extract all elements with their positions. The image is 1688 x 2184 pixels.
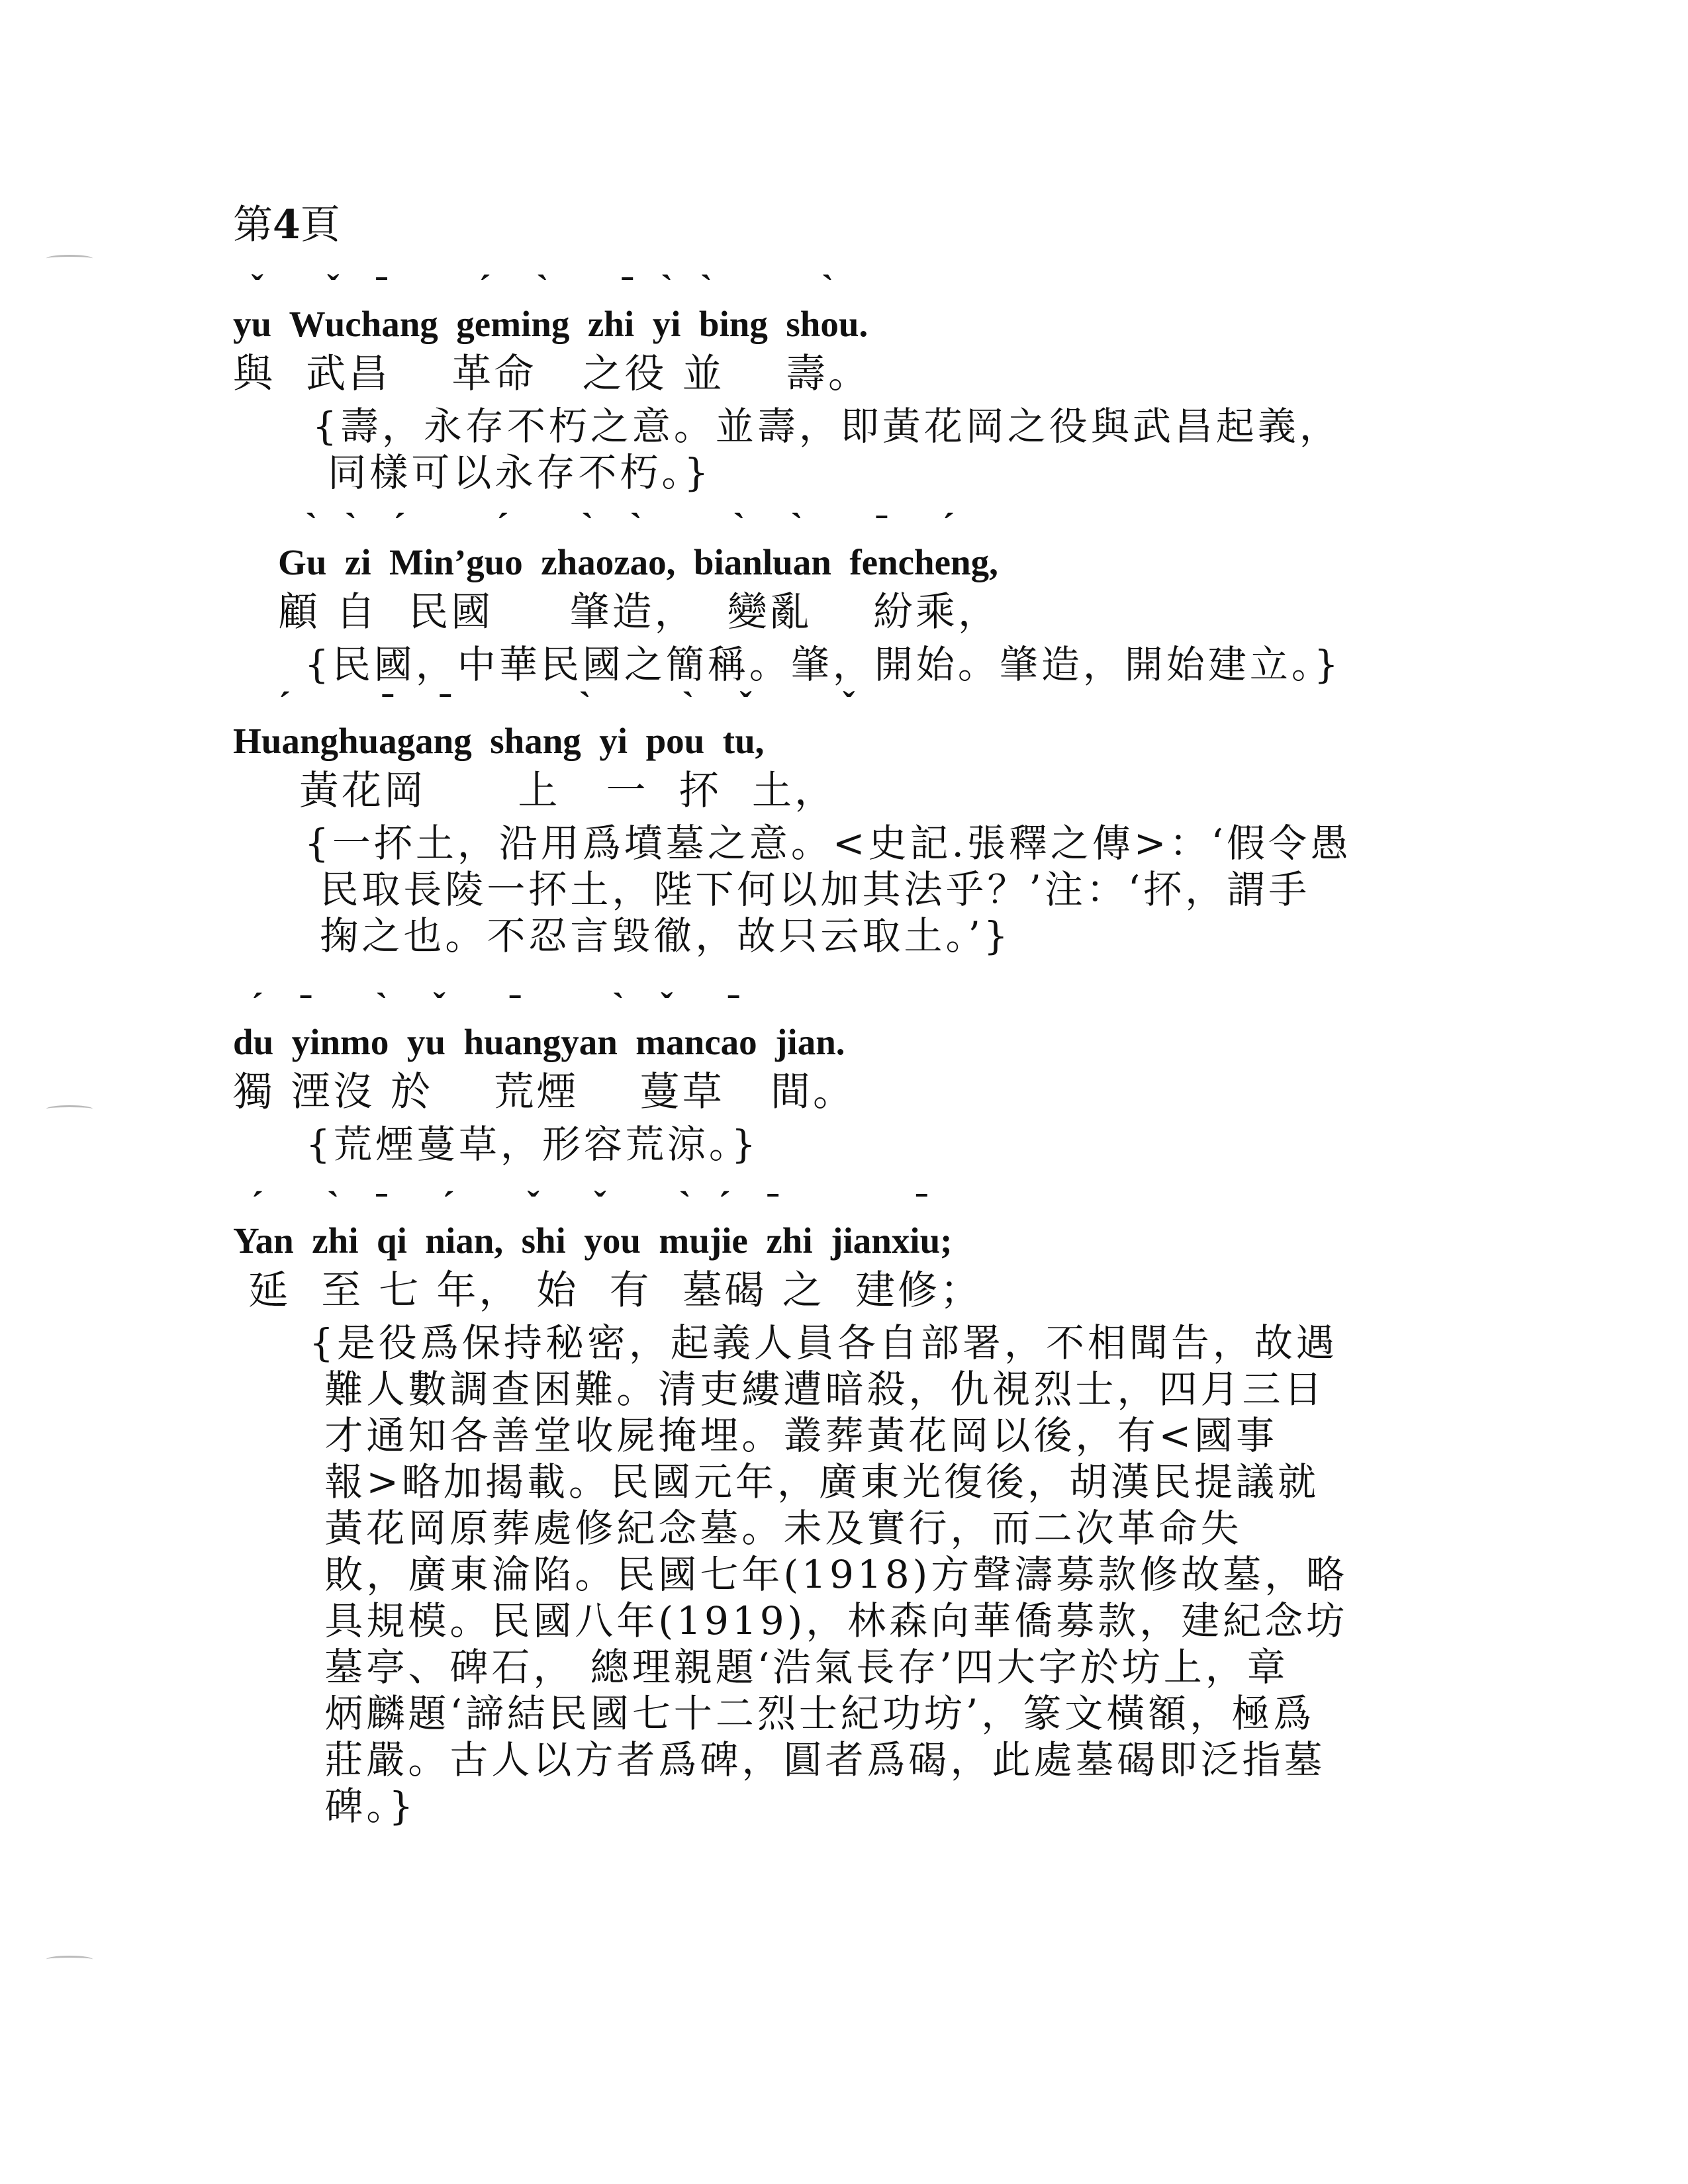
page-title-prefix: 第 (233, 202, 273, 248)
annotation-line: {是役爲保持秘密，起義人員各自部署，不相聞告，故遇 (309, 1320, 1338, 1365)
hanzi-line: 顧 自 民國 肇造， 變亂 紛乘， (278, 589, 1001, 635)
annotation-line: 墓亭、碑石， 總理親題‘浩氣長存’四大字於坊上，章 (309, 1645, 1289, 1690)
pinyin-line: Huanghuagang shang yi pou tu, (233, 721, 765, 761)
annotation-line: 莊嚴。古人以方者爲碑，圓者爲碣，此處墓碣即泛指墓 (309, 1737, 1326, 1782)
annotation (305, 641, 1342, 688)
annotation (305, 820, 1352, 959)
annotation-line: 民取長陵一抔土，陛下何以加其法乎？’注：‘抔，謂手 (305, 867, 1311, 912)
annotation-line: 掬之也。不忍言毀徹，故只云取土。’} (305, 913, 1011, 958)
punch-hole-mark-bottom (46, 1956, 93, 1963)
hanzi-line: 延 至 七 年， 始 有 墓碣 之 建修； (233, 1267, 982, 1314)
annotation-line: 具規模。民國八年(1919)，林森向華僑募款，建紀念坊 (309, 1598, 1348, 1643)
verse-5 (233, 1184, 1348, 1829)
annotation (306, 1121, 855, 1167)
page-number: 4 (273, 202, 301, 248)
annotation-line: {壽，永存不朽之意。並壽，即黃花岡之役與武昌起義， (312, 404, 1341, 449)
verse-4 (233, 985, 855, 1167)
annotation-line: 碑。} (309, 1784, 417, 1829)
pinyin-line: Gu zi Min’guo zhaozao, bianluan fencheng, (278, 542, 998, 582)
tone-marks: ˇ ˇ ˉ ˊ ˋ ˉ ˋ ˋ ˋ (233, 267, 834, 308)
tone-marks: ˊ ˋ ˉ ˊ ˇ ˇ ˋ ˊ ˉ ˉ (233, 1184, 928, 1224)
annotation-line: 報>略加揭載。民國元年，廣東光復後，胡漢民提議就 (309, 1459, 1320, 1504)
tone-marks: ˊ ˉ ˋ ˇ ˉ ˋ ˇ ˉ (233, 985, 740, 1026)
pinyin-line: yu Wuchang geming zhi yi bing shou. (233, 304, 868, 344)
punch-hole-mark-middle (46, 1105, 93, 1113)
annotation-line: 炳麟題‘諦結民國七十二烈士紀功坊’，篆文橫額，極爲 (309, 1691, 1315, 1736)
verse-1 (233, 267, 1341, 496)
verse-2 (278, 506, 1342, 688)
hanzi-line: 與 武昌 革命 之役 並 壽。 (233, 351, 871, 397)
hanzi-line: 黃花岡 上 一 抔 土， (299, 768, 837, 814)
pinyin-line: du yinmo yu huangyan mancao jian. (233, 1022, 845, 1062)
annotation-line: {一抔土，沿用爲墳墓之意。<史記.張釋之傳>：‘假令愚 (305, 821, 1352, 866)
page-title (233, 199, 340, 251)
annotation-line: {荒煙蔓草，形容荒涼。} (306, 1122, 759, 1167)
page-title-suffix: 頁 (300, 202, 340, 248)
annotation-line: 難人數調查困難。清吏縷遭暗殺，仇視烈士，四月三日 (309, 1367, 1326, 1412)
hanzi-line: 獨 湮沒 於 荒煙 蔓草 間。 (233, 1069, 855, 1115)
annotation-line: {民國，中華民國之簡稱。肇，開始。肇造，開始建立。} (305, 642, 1342, 687)
annotation-line: 黃花岡原葬處修紀念墓。未及實行，而二次革命失 (309, 1506, 1243, 1551)
annotation-line: 同樣可以永存不朽。} (312, 450, 712, 495)
punch-hole-mark-top (46, 255, 93, 262)
verse-3 (233, 684, 1352, 959)
annotation (312, 403, 1341, 496)
tone-marks: ˋ ˋ ˊ ˊ ˋ ˋ ˋ ˋ ˉ ˊ (278, 506, 955, 546)
annotation-line: 才通知各善堂收屍掩埋。叢葬黃花岡以後，有<國事 (309, 1413, 1278, 1458)
tone-marks: ˊ ˉ ˉ ˋ ˋ ˇ ˇ (233, 684, 855, 725)
annotation-line: 敗，廣東淪陷。民國七年(1918)方聲濤募款修故墓，略 (309, 1552, 1348, 1597)
annotation (309, 1320, 1348, 1829)
pinyin-line: Yan zhi qi nian, shi you mujie zhi jianxiu; (233, 1220, 953, 1261)
